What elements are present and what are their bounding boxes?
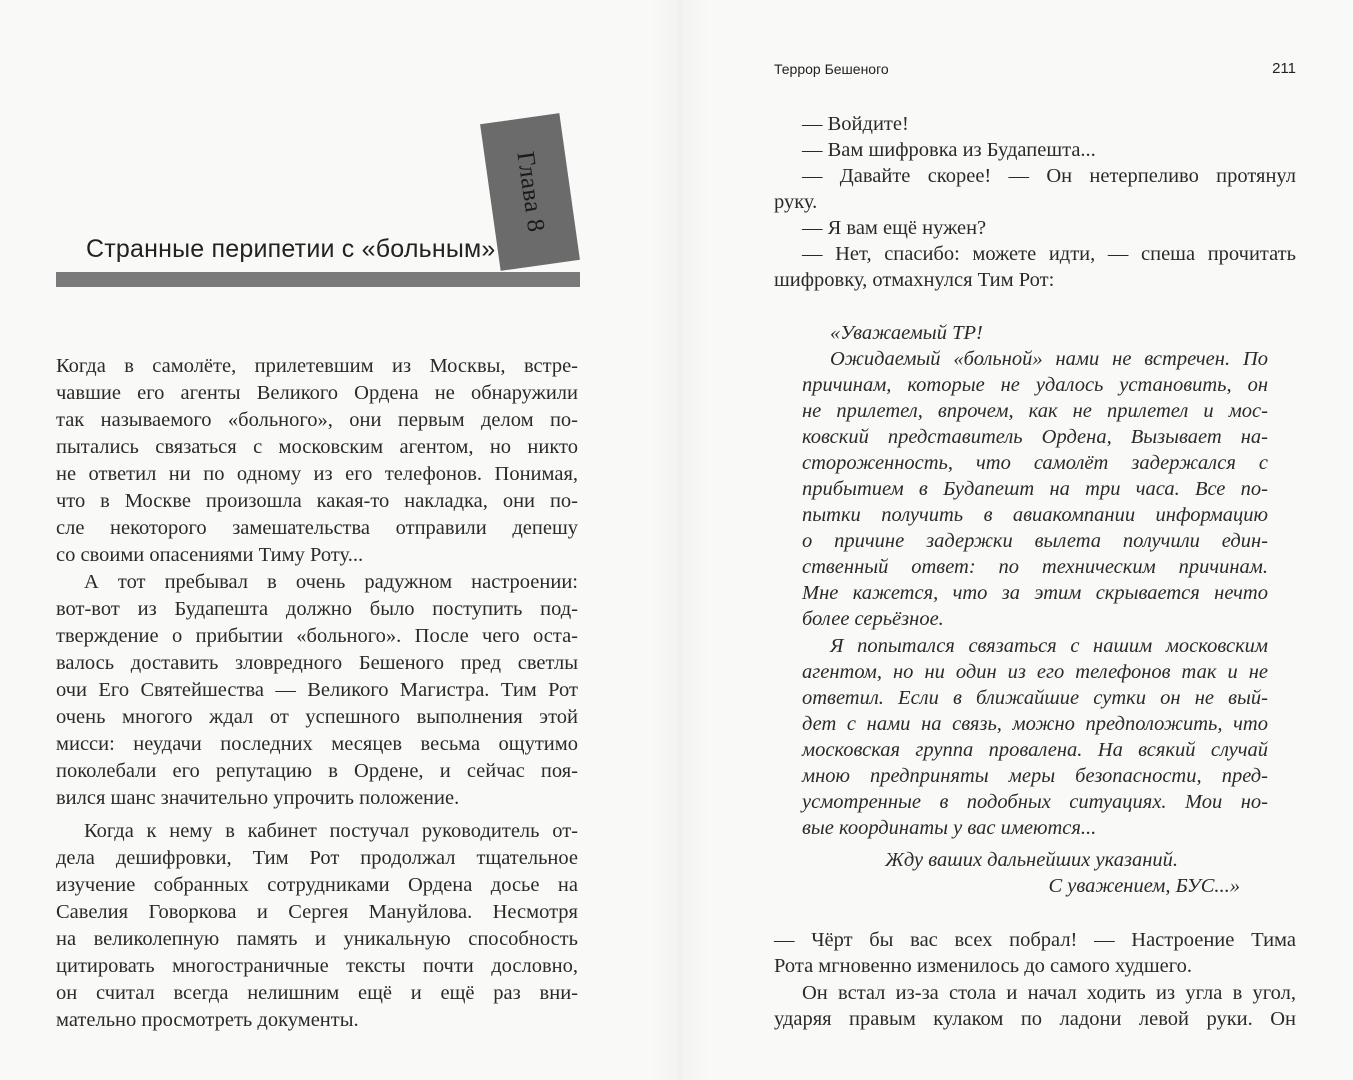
letter-line: ственный ответ: по техническим причинам. xyxy=(802,556,1268,578)
letter-line: агентом, но ни один из его телефонов так и не xyxy=(802,661,1268,683)
text-line: изучение собранных сотрудниками Ордена досье на xyxy=(56,874,578,896)
letter-line: причинам, которые не удалось установить, он xyxy=(802,374,1268,396)
text-line: вот-вот из Будапешта должно было поступить под- xyxy=(56,598,578,620)
dialogue-line: руку. xyxy=(774,191,818,213)
letter-line: Я попытался связаться с нашим московским xyxy=(830,635,1268,657)
text-line: Савелия Говоркова и Сергея Мануйлова. Несмотря xyxy=(56,901,578,923)
text-line: поколебали его репутацию в Ордене, и сейчас поя- xyxy=(56,760,578,782)
letter-line: пытки получить в авиакомпании информацию xyxy=(802,504,1268,526)
page-number: 211 xyxy=(1272,60,1296,77)
letter-line: не прилетел, впрочем, как не прилетел и мос- xyxy=(802,400,1268,422)
letter-line: вые координаты у вас имеются... xyxy=(802,817,1097,839)
letter-line: «Уважаемый ТР! xyxy=(830,322,983,344)
text-line: — Чёрт бы вас всех побрал! — Настроение Тима xyxy=(774,929,1296,951)
text-line: Когда к нему в кабинет постучал руководитель от- xyxy=(84,820,578,842)
letter-line: ковский представитель Ордена, Вызывает на- xyxy=(802,426,1268,448)
text-line: тверждение о прибытии «больного». После чего оста- xyxy=(56,625,578,647)
letter-line: о причине задержки вылета получили един- xyxy=(802,530,1268,552)
letter-line: Жду ваших дальнейших указаний. xyxy=(885,849,1178,871)
text-line: Рота мгновенно изменилось до самого худшего. xyxy=(774,955,1192,977)
text-line: вился шанс значительно упрочить положение. xyxy=(56,787,460,809)
dialogue-line: — Я вам ещё нужен? xyxy=(802,217,987,239)
text-line: Когда в самолёте, прилетевшим из Москвы, встре- xyxy=(56,355,578,377)
text-line: сле некоторого замешательства отправили депешу xyxy=(56,517,578,539)
text-line: А тот пребывал в очень радужном настроении: xyxy=(84,571,578,593)
letter-line: ответил. Если в ближайшие сутки он не вый- xyxy=(802,687,1268,709)
text-line: ударяя правым кулаком по ладони левой руки. Он xyxy=(774,1008,1296,1030)
letter-line: московская группа провалена. На всякий случай xyxy=(802,739,1268,761)
letter-line: мною предприняты меры безопасности, пред- xyxy=(802,765,1268,787)
text-line: цитировать многостраничные тексты почти дословно, xyxy=(56,955,578,977)
text-line: не ответил ни по одному из его телефонов. Понимая, xyxy=(56,463,578,485)
dialogue-line: — Вам шифровка из Будапешта... xyxy=(802,139,1096,161)
text-line: валось доставить зловредного Бешеного пред светлы xyxy=(56,652,578,674)
dialogue-line: шифровку, отмахнулся Тим Рот: xyxy=(774,269,1055,291)
letter-signature: С уважением, БУС...» xyxy=(1048,875,1240,897)
text-line: так называемого «больного», они первым делом по- xyxy=(56,409,578,431)
text-line: Он встал из-за стола и начал ходить из угла в угол, xyxy=(802,982,1296,1004)
text-line: чавшие его агенты Великого Ордена не обнаружили xyxy=(56,382,578,404)
book-gutter xyxy=(650,0,710,1080)
chapter-rule xyxy=(56,272,580,287)
chapter-title: Странные перипетии с «больным» xyxy=(86,235,496,263)
letter-line: усмотренные в подобных ситуациях. Мои но- xyxy=(802,791,1268,813)
text-line: мисси: неудачи последних месяцев весьма ощутимо xyxy=(56,733,578,755)
text-line: дела дешифровки, Тим Рот продолжал тщательное xyxy=(56,847,578,869)
letter-line: Мне кажется, что за этим скрывается нечто xyxy=(802,582,1268,604)
letter-line: Ожидаемый «больной» нами не встречен. По xyxy=(830,348,1268,370)
text-line: на великолепную память и уникальную способность xyxy=(56,928,578,950)
text-line: мательно просмотреть документы. xyxy=(56,1009,359,1031)
dialogue-line: — Нет, спасибо: можете идти, — спеша прочитать xyxy=(802,243,1296,265)
dialogue-line: — Войдите! xyxy=(802,113,909,135)
running-head: Террор Бешеного xyxy=(774,61,889,77)
text-line: пытались связаться с московским агентом, но никто xyxy=(56,436,578,458)
text-line: очень многого ждал от успешного выполнения этой xyxy=(56,706,578,728)
text-line: он считал всегда нелишним ещё и ещё раз вни- xyxy=(56,982,578,1004)
letter-line: дет с нами на связь, можно предположить, что xyxy=(802,713,1268,735)
text-line: очи Его Святейшества — Великого Магистра. Тим Рот xyxy=(56,679,578,701)
dialogue-line: — Давайте скорее! — Он нетерпеливо протянул xyxy=(802,165,1296,187)
chapter-label: Глава 8 xyxy=(511,149,550,234)
text-line: что в Москве произошла какая-то накладка, они по- xyxy=(56,490,578,512)
letter-line: более серьёзное. xyxy=(802,608,944,630)
letter-line: стороженность, что самолёт задержался с xyxy=(802,452,1268,474)
letter-line: прибытием в Будапешт на три часа. Все по- xyxy=(802,478,1268,500)
text-line: со своими опасениями Тиму Роту... xyxy=(56,544,364,566)
